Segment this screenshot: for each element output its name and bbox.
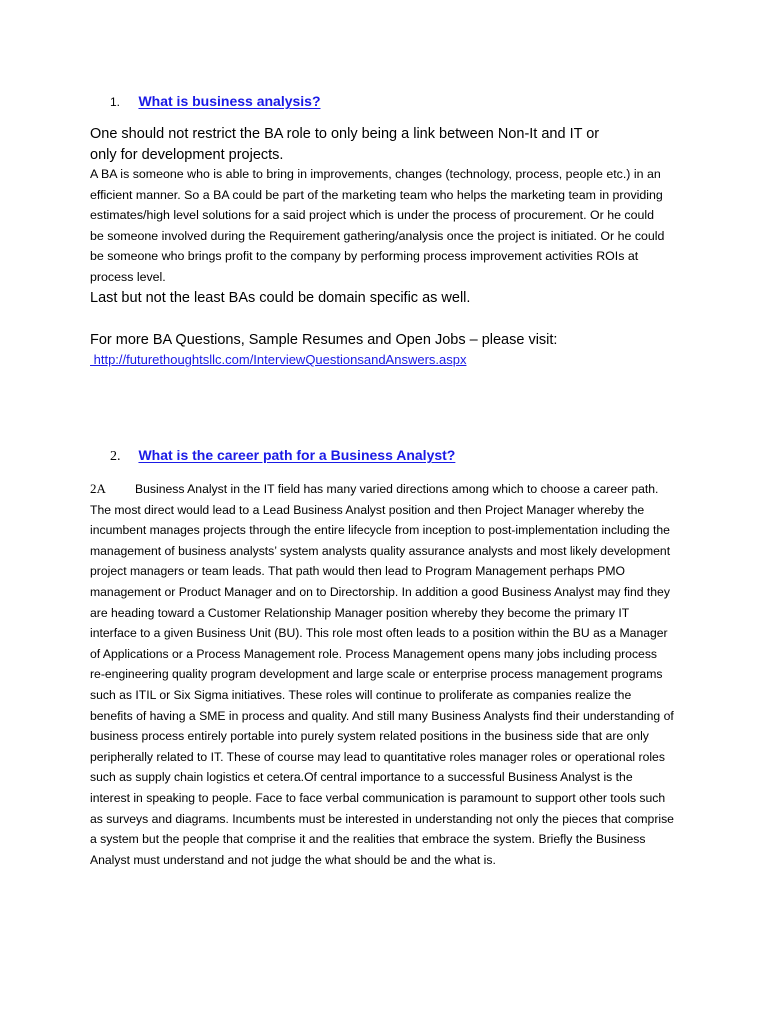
question-1-title-link[interactable]: What is business analysis? <box>138 93 321 109</box>
interview-questions-link[interactable]: http://futurethoughtsllc.com/InterviewQuestionsandAnswers.aspx <box>90 352 467 367</box>
intro-line-2: only for development projects. <box>90 147 284 163</box>
intro-line-1: One should not restrict the BA role to only being a link between Non-It and IT or <box>90 126 600 142</box>
ba-definition-paragraph: A BA is someone who is able to bring in improvements, changes (technology, process, people etc.) in an efficient manner. So a BA could be part of the marketing team who helps the marketing team in providing estimates/high level solutions for a said project which is under the process of procurement. Or he could be someone involved during the Requirement gathering/analysis once the project is initiated. Or he could be someone who brings profit to the company by performing process improvement activities ROIs at process level. <box>90 167 665 284</box>
closing-line: Last but not the least BAs could be domain specific as well. <box>90 290 471 306</box>
question-2-number: 2. <box>110 449 121 464</box>
career-path-answer <box>90 479 675 870</box>
question-1-heading <box>110 93 321 111</box>
question-1-number: 1. <box>110 95 121 109</box>
answer-2-text: Business Analyst in the IT field has many varied directions among which to choose a career path. The most direct would lead to a Lead Business Analyst position and then Project Manager whereby the incumbent manages projects through the entire lifecycle from inception to post-implementation including the management of business analysts’ system analysts quality assurance analysts and most likely development project managers or team leads. That path would then lead to Program Management perhaps PMO management or Product Manager and on to Directorship. In addition a good Business Analyst may find they are heading toward a Customer Relationship Manager position whereby they become the primary IT interface to a given Business Unit (BU). This role most often leads to a position within the BU as a Manager of Applications or a Process Management role. Process Management opens many jobs including process re-engineering quality program development and large scale or enterprise process management programs such as ITIL or Six Sigma initiatives. These roles will continue to proliferate as companies realize the benefits of having a SME in process and quality. And still many Business Analysts find their understanding of business process entirely portable into purely system related positions in the business side that are only peripherally related to IT. These of course may lead to quantitative roles manager roles or operational roles such as supply chain logistics et cetera.Of central importance to a successful Business Analyst is the interest in speaking to people. Face to face verbal communication is paramount to support other tools such as surveys and diagrams. Incumbents must be interested in understanding not only the pieces that comprise a system but the people that comprise it and the realities that embrace the system. Briefly the Business Analyst must understand and not judge the what should be and the what is. <box>90 482 674 867</box>
question-2-title-link[interactable]: What is the career path for a Business Analyst? <box>138 447 456 463</box>
more-info-line: For more BA Questions, Sample Resumes and Open Jobs – please visit: <box>90 332 558 348</box>
question-2-heading <box>110 447 455 465</box>
answer-2-label: 2A <box>90 481 106 496</box>
